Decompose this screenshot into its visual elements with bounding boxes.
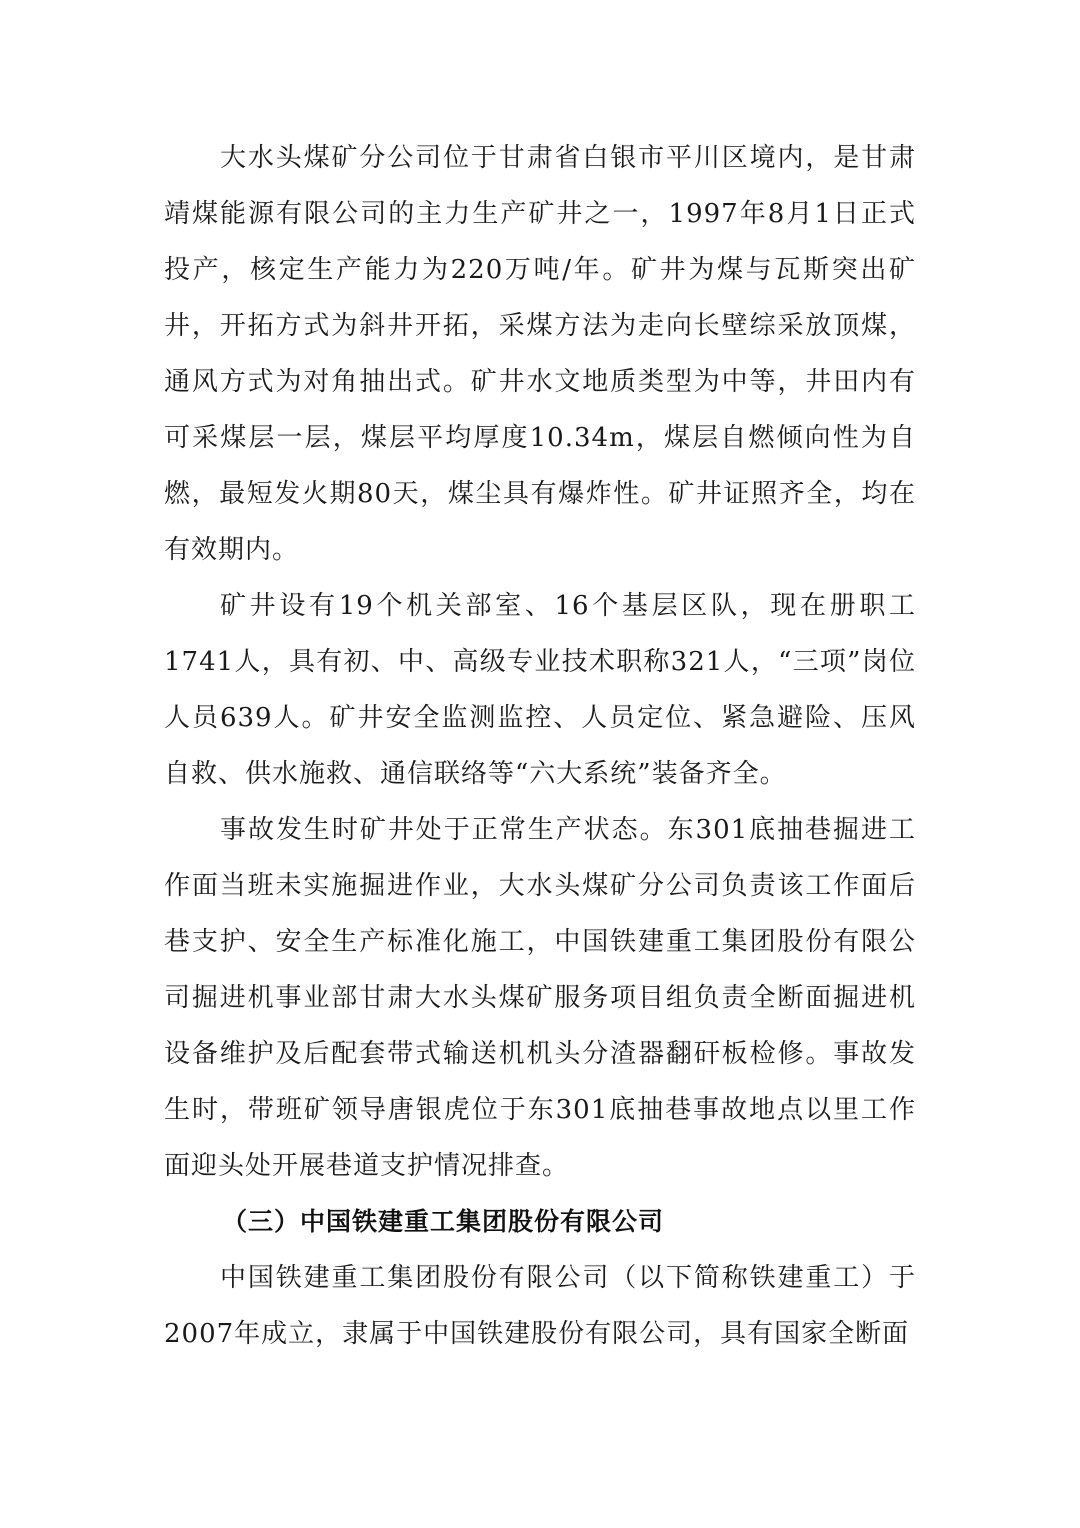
paragraph-accident-status: 事故发生时矿井处于正常生产状态。东301底抽巷掘进工作面当班未实施掘进作业，大水头煤矿分公司负责该工作面后巷支护、安全生产标准化施工，中国铁建重工集团股份有限公司掘进机事业部甘肃大水头煤矿服务项目组负责全断面掘进机设备维护及后配套带式输送机机头分渣器翻矸板检修。事故发生时，带班矿领导唐银虎位于东301底抽巷事故地点以里工作面迎头处开展巷道支护情况排查。 (164, 815, 916, 1181)
paragraph-mine-staff: 矿井设有19个机关部室、16个基层区队，现在册职工1741人，具有初、中、高级专业技术职称321人，“三项”岗位人员639人。矿井安全监测监控、人员定位、紧急避险、压风自救、供水施救、通信联络等“六大系统”装备齐全。 (164, 591, 916, 789)
paragraph-mine-overview: 大水头煤矿分公司位于甘肃省白银市平川区境内，是甘肃靖煤能源有限公司的主力生产矿井之一，1997年8月1日正式投产，核定生产能力为220万吨/年。矿井为煤与瓦斯突出矿井，开拓方式为斜井开拓，采煤方法为走向长壁综采放顶煤，通风方式为对角抽出式。矿井水文地质类型为中等，井田内有可采煤层一层，煤层平均厚度10.34m，煤层自燃倾向性为自燃，最短发火期80天，煤尘具有爆炸性。矿井证照齐全，均在有效期内。 (164, 143, 916, 565)
paragraph-crcc-intro: 中国铁建重工集团股份有限公司（以下简称铁建重工）于2007年成立，隶属于中国铁建股份有限公司，具有国家全断面 (164, 1263, 916, 1349)
section-heading-crcc: （三）中国铁建重工集团股份有限公司 (222, 1207, 665, 1236)
body-text (164, 130, 916, 1362)
